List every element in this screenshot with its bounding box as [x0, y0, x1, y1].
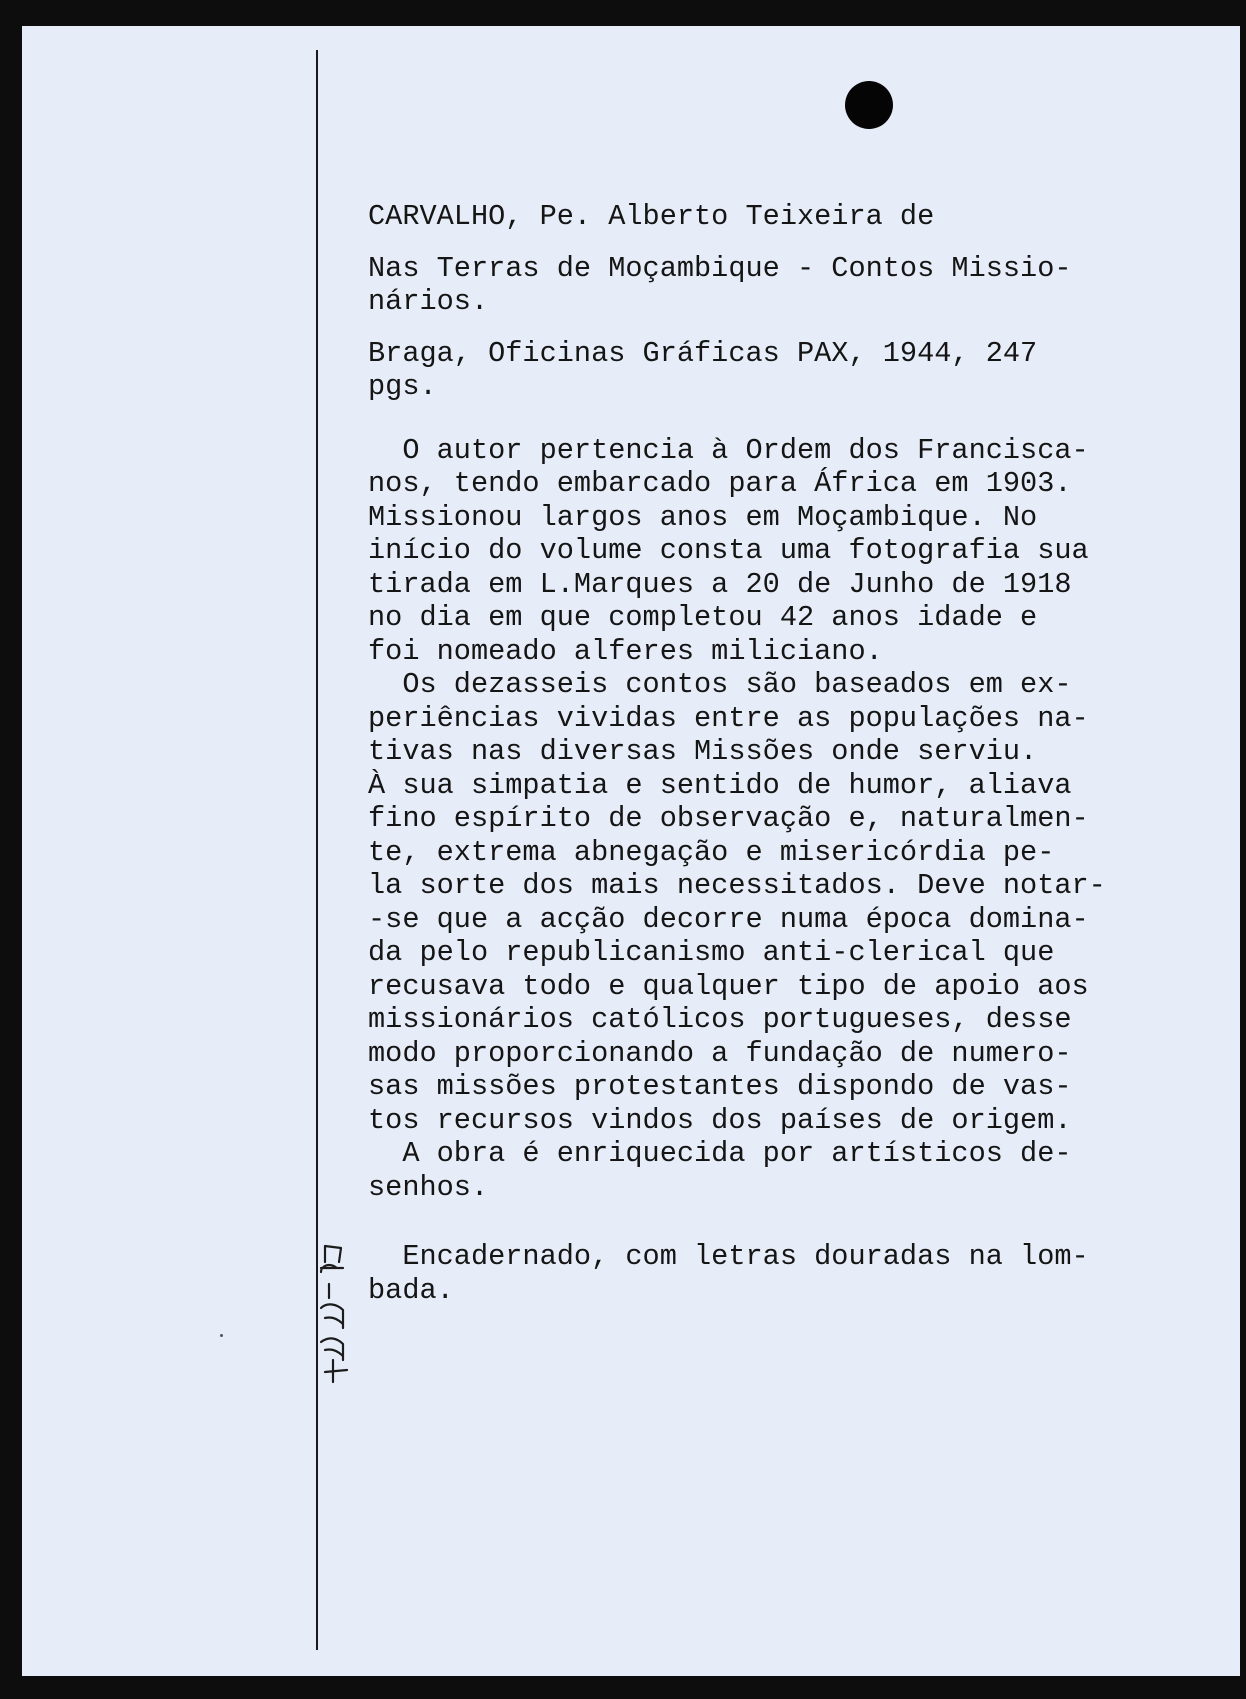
- body-line: tos recursos vindos dos países de origem.: [368, 1103, 1072, 1137]
- body-line: sas missões protestantes dispondo de vas-: [368, 1070, 1072, 1103]
- title-line: nários.: [368, 285, 489, 318]
- body-line: tivas nas diversas Missões onde serviu.: [368, 735, 1038, 768]
- body-line: senhos.: [368, 1170, 489, 1204]
- punch-hole: [845, 81, 893, 129]
- body-line: À sua simpatia e sentido de humor, aliava: [368, 768, 1072, 802]
- binding-line: bada.: [368, 1273, 454, 1307]
- binding-line: Encadernado, com letras douradas na lom-: [368, 1240, 1089, 1273]
- imprint-line: Braga, Oficinas Gráficas PAX, 1944, 247: [368, 336, 1038, 370]
- body-line: Missionou largos anos em Moçambique. No: [368, 500, 1038, 534]
- imprint-line: pgs.: [368, 370, 437, 403]
- body-line: da pelo republicanismo anti-clerical que: [368, 936, 1055, 969]
- author-line: CARVALHO, Pe. Alberto Teixeira de: [368, 200, 935, 233]
- body-line: fino espírito de observação e, naturalmen-: [368, 802, 1089, 835]
- body-line: te, extrema abnegação e misericórdia pe-: [368, 835, 1055, 869]
- body-line: Os dezasseis contos são baseados em ex-: [368, 668, 1072, 701]
- body-line: A obra é enriquecida por artísticos de-: [368, 1137, 1072, 1170]
- body-line: tirada em L.Marques a 20 de Junho de 1918: [368, 567, 1072, 601]
- card-text: [368, 200, 1228, 1307]
- scan-speck: [220, 1334, 223, 1337]
- title-line: Nas Terras de Moçambique - Contos Missio-: [368, 251, 1072, 285]
- body-line: início do volume consta uma fotografia sua: [368, 534, 1089, 567]
- body-line: O autor pertencia à Ordem dos Francisca-: [368, 433, 1089, 467]
- body-line: modo proporcionando a fundação de numero-: [368, 1036, 1072, 1070]
- handwritten-reference-mark: [285, 1232, 375, 1412]
- body-line: -se que a acção decorre numa época domina-: [368, 902, 1089, 936]
- body-line: foi nomeado alferes miliciano.: [368, 634, 883, 668]
- body-line: missionários católicos portugueses, desse: [368, 1003, 1072, 1036]
- body-line: no dia em que completou 42 anos idade e: [368, 601, 1038, 634]
- body-line: nos, tendo embarcado para África em 1903.: [368, 467, 1072, 500]
- body-line: la sorte dos mais necessitados. Deve notar-: [368, 869, 1106, 902]
- body-line: periências vividas entre as populações na-: [368, 701, 1089, 735]
- body-line: recusava todo e qualquer tipo de apoio aos: [368, 969, 1089, 1003]
